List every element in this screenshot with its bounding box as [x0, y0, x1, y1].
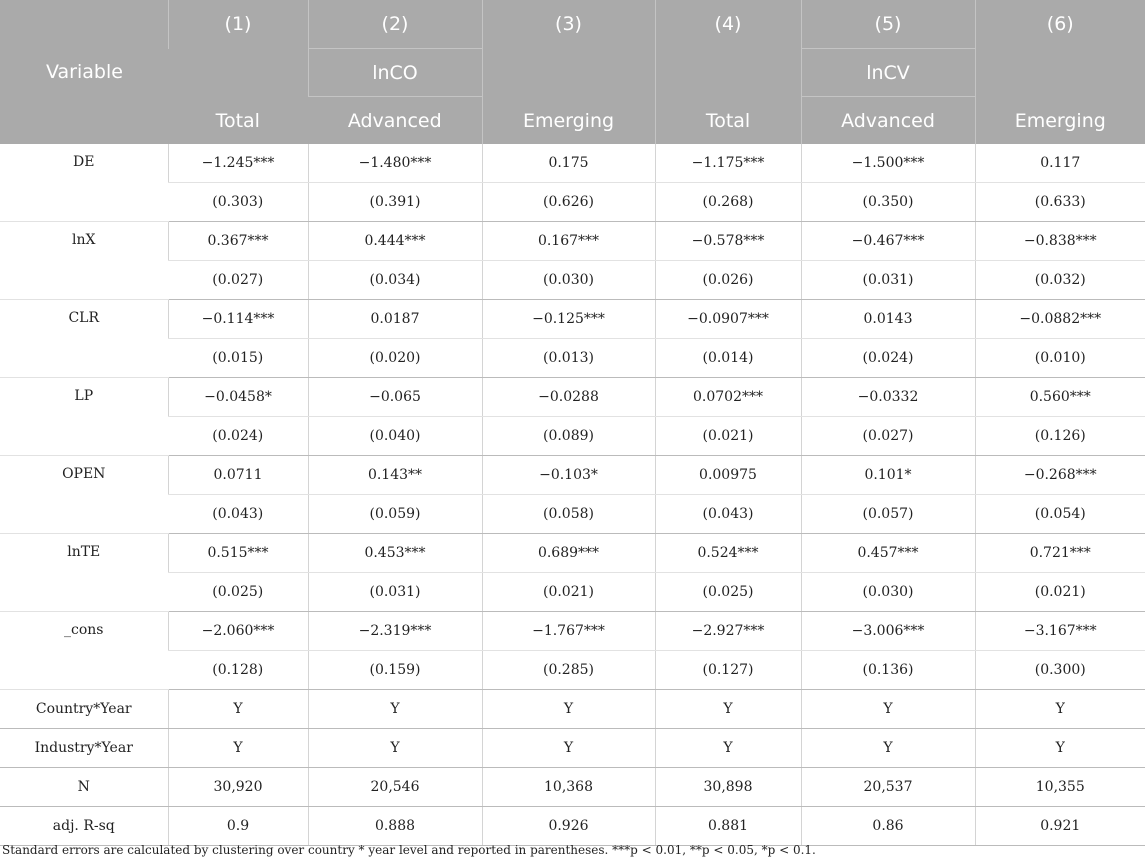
coefficient-cell: 0.721***: [975, 534, 1145, 573]
standard-error-cell: (0.021): [975, 573, 1145, 612]
coefficient-cell: −0.125***: [482, 300, 655, 339]
standard-error-cell: (0.027): [801, 417, 975, 456]
statistic-cell: Y: [168, 729, 308, 768]
coefficient-cell: −2.060***: [168, 612, 308, 651]
coefficient-cell: −1.245***: [168, 144, 308, 183]
statistic-cell: Y: [482, 729, 655, 768]
dep-var-lnco: lnCO: [308, 49, 482, 97]
coefficient-cell: −0.268***: [975, 456, 1145, 495]
table-row: [0, 573, 1145, 612]
sample-label-2: Advanced: [308, 97, 482, 145]
coefficient-cell: 0.515***: [168, 534, 308, 573]
coefficient-cell: 0.0711: [168, 456, 308, 495]
standard-error-cell: (0.626): [482, 183, 655, 222]
statistic-cell: Y: [975, 729, 1145, 768]
variable-name: LP: [0, 378, 168, 456]
dep-var-lncv: lnCV: [801, 49, 975, 97]
standard-error-cell: (0.043): [168, 495, 308, 534]
statistic-cell: 0.881: [655, 807, 801, 846]
variable-name: _cons: [0, 612, 168, 690]
coefficient-cell: 0.457***: [801, 534, 975, 573]
sample-label-3: Emerging: [482, 49, 655, 145]
table-row: [0, 729, 1145, 768]
standard-error-cell: (0.032): [975, 261, 1145, 300]
table-row: [0, 807, 1145, 846]
statistic-cell: 30,898: [655, 768, 801, 807]
coefficient-cell: −2.319***: [308, 612, 482, 651]
statistic-cell: Y: [308, 729, 482, 768]
coefficient-cell: −0.0882***: [975, 300, 1145, 339]
coefficient-cell: −0.838***: [975, 222, 1145, 261]
standard-error-cell: (0.057): [801, 495, 975, 534]
standard-error-cell: (0.021): [655, 417, 801, 456]
sample-label-1: Total: [168, 49, 308, 145]
table-row: [0, 768, 1145, 807]
col-number-6: (6): [975, 0, 1145, 49]
coefficient-cell: −0.114***: [168, 300, 308, 339]
standard-error-cell: (0.058): [482, 495, 655, 534]
header-row-dependent-variables: [0, 49, 1145, 97]
table-row: [0, 612, 1145, 651]
coefficient-cell: −0.0907***: [655, 300, 801, 339]
standard-error-cell: (0.159): [308, 651, 482, 690]
header-row-column-numbers: [0, 0, 1145, 49]
statistic-cell: 0.888: [308, 807, 482, 846]
standard-error-cell: (0.020): [308, 339, 482, 378]
standard-error-cell: (0.026): [655, 261, 801, 300]
coefficient-cell: −0.0332: [801, 378, 975, 417]
standard-error-cell: (0.054): [975, 495, 1145, 534]
statistic-name: N: [0, 768, 168, 807]
standard-error-cell: (0.024): [801, 339, 975, 378]
statistic-cell: Y: [168, 690, 308, 729]
coefficient-cell: 0.167***: [482, 222, 655, 261]
statistic-name: Country*Year: [0, 690, 168, 729]
coefficient-cell: −0.467***: [801, 222, 975, 261]
coefficient-cell: 0.689***: [482, 534, 655, 573]
standard-error-cell: (0.268): [655, 183, 801, 222]
sample-label-5: Advanced: [801, 97, 975, 145]
statistic-cell: Y: [655, 729, 801, 768]
variable-header: Variable: [0, 0, 168, 144]
statistic-cell: Y: [308, 690, 482, 729]
standard-error-cell: (0.034): [308, 261, 482, 300]
coefficient-cell: 0.175: [482, 144, 655, 183]
standard-error-cell: (0.025): [168, 573, 308, 612]
standard-error-cell: (0.089): [482, 417, 655, 456]
statistic-cell: Y: [975, 690, 1145, 729]
table-row: [0, 495, 1145, 534]
table-row: [0, 222, 1145, 261]
standard-error-cell: (0.030): [482, 261, 655, 300]
statistic-cell: 20,546: [308, 768, 482, 807]
coefficient-cell: 0.0187: [308, 300, 482, 339]
coefficient-cell: 0.0143: [801, 300, 975, 339]
col-number-1: (1): [168, 0, 308, 49]
standard-error-cell: (0.059): [308, 495, 482, 534]
coefficient-cell: −0.0458*: [168, 378, 308, 417]
standard-error-cell: (0.633): [975, 183, 1145, 222]
standard-error-cell: (0.391): [308, 183, 482, 222]
statistic-cell: 0.926: [482, 807, 655, 846]
sample-label-6: Emerging: [975, 49, 1145, 145]
statistic-cell: 10,368: [482, 768, 655, 807]
coefficient-cell: −0.103*: [482, 456, 655, 495]
coefficient-cell: 0.444***: [308, 222, 482, 261]
standard-error-cell: (0.350): [801, 183, 975, 222]
standard-error-cell: (0.127): [655, 651, 801, 690]
col-number-2: (2): [308, 0, 482, 49]
table-header: [0, 0, 1145, 144]
standard-error-cell: (0.015): [168, 339, 308, 378]
col-number-3: (3): [482, 0, 655, 49]
coefficient-cell: −1.500***: [801, 144, 975, 183]
standard-error-cell: (0.014): [655, 339, 801, 378]
table-row: [0, 183, 1145, 222]
statistic-cell: 20,537: [801, 768, 975, 807]
variable-name: lnX: [0, 222, 168, 300]
standard-error-cell: (0.043): [655, 495, 801, 534]
table-footnote: Standard errors are calculated by clustering over country * year level and reported in parentheses. ***p < 0.01, **p < 0.05, *p < 0.1.: [2, 843, 816, 857]
statistic-cell: Y: [655, 690, 801, 729]
coefficient-cell: 0.101*: [801, 456, 975, 495]
coefficient-cell: 0.524***: [655, 534, 801, 573]
coefficient-cell: 0.560***: [975, 378, 1145, 417]
standard-error-cell: (0.126): [975, 417, 1145, 456]
coefficient-cell: −3.167***: [975, 612, 1145, 651]
coefficient-cell: −1.480***: [308, 144, 482, 183]
coefficient-cell: −0.065: [308, 378, 482, 417]
standard-error-cell: (0.040): [308, 417, 482, 456]
statistic-cell: Y: [801, 729, 975, 768]
standard-error-cell: (0.300): [975, 651, 1145, 690]
standard-error-cell: (0.031): [801, 261, 975, 300]
standard-error-cell: (0.010): [975, 339, 1145, 378]
standard-error-cell: (0.013): [482, 339, 655, 378]
standard-error-cell: (0.031): [308, 573, 482, 612]
standard-error-cell: (0.128): [168, 651, 308, 690]
table-body: [0, 144, 1145, 846]
coefficient-cell: −1.175***: [655, 144, 801, 183]
statistic-cell: 0.86: [801, 807, 975, 846]
sample-label-4: Total: [655, 49, 801, 145]
standard-error-cell: (0.027): [168, 261, 308, 300]
variable-name: CLR: [0, 300, 168, 378]
table-row: [0, 300, 1145, 339]
standard-error-cell: (0.136): [801, 651, 975, 690]
statistic-name: Industry*Year: [0, 729, 168, 768]
table-row: [0, 339, 1145, 378]
coefficient-cell: −0.578***: [655, 222, 801, 261]
table-row: [0, 534, 1145, 573]
coefficient-cell: 0.453***: [308, 534, 482, 573]
table-row: [0, 690, 1145, 729]
statistic-cell: 10,355: [975, 768, 1145, 807]
table-row: [0, 378, 1145, 417]
coefficient-cell: 0.117: [975, 144, 1145, 183]
variable-name: lnTE: [0, 534, 168, 612]
standard-error-cell: (0.025): [655, 573, 801, 612]
coefficient-cell: −2.927***: [655, 612, 801, 651]
coefficient-cell: −1.767***: [482, 612, 655, 651]
statistic-cell: 0.9: [168, 807, 308, 846]
table-row: [0, 651, 1145, 690]
coefficient-cell: −3.006***: [801, 612, 975, 651]
standard-error-cell: (0.285): [482, 651, 655, 690]
standard-error-cell: (0.024): [168, 417, 308, 456]
standard-error-cell: (0.021): [482, 573, 655, 612]
coefficient-cell: 0.0702***: [655, 378, 801, 417]
coefficient-cell: −0.0288: [482, 378, 655, 417]
coefficient-cell: 0.00975: [655, 456, 801, 495]
variable-name: OPEN: [0, 456, 168, 534]
coefficient-cell: 0.143**: [308, 456, 482, 495]
statistic-cell: 30,920: [168, 768, 308, 807]
table-row: [0, 417, 1145, 456]
table-row: [0, 456, 1145, 495]
statistic-name: adj. R-sq: [0, 807, 168, 846]
statistic-cell: 0.921: [975, 807, 1145, 846]
coefficient-cell: 0.367***: [168, 222, 308, 261]
statistic-cell: Y: [482, 690, 655, 729]
table-row: [0, 144, 1145, 183]
table-row: [0, 261, 1145, 300]
col-number-5: (5): [801, 0, 975, 49]
standard-error-cell: (0.030): [801, 573, 975, 612]
standard-error-cell: (0.303): [168, 183, 308, 222]
statistic-cell: Y: [801, 690, 975, 729]
variable-name: DE: [0, 144, 168, 222]
col-number-4: (4): [655, 0, 801, 49]
